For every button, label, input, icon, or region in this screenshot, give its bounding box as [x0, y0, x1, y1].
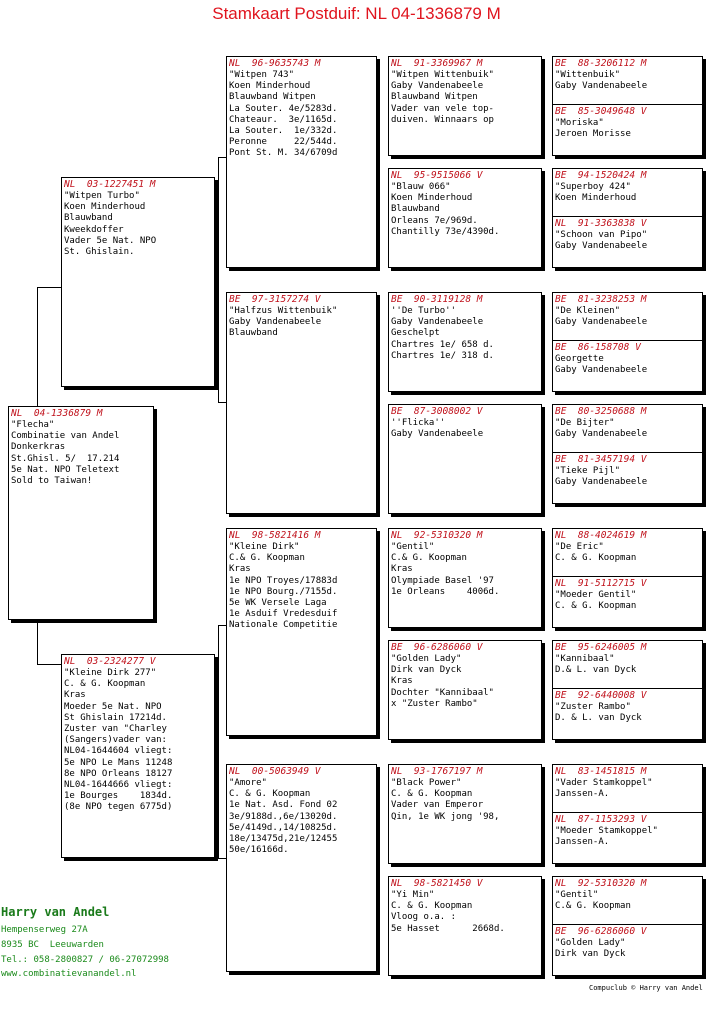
connector — [218, 858, 226, 859]
card-line: St. Ghislain. — [64, 247, 135, 258]
card-line: 1e Bourges 1834d. — [64, 791, 173, 802]
card-line: 5e Hasset 2668d. — [391, 923, 505, 934]
card-line: C.& G. Koopman — [229, 553, 305, 564]
ring-number: NL 03-1227451 M — [64, 179, 156, 190]
ring-number: BE 96-6286060 V — [555, 926, 647, 937]
card-line: "Flecha" — [11, 420, 55, 430]
connector — [37, 287, 38, 410]
connector — [218, 625, 226, 626]
card-line: Dirk van Dyck — [555, 949, 626, 960]
ring-number: BE 97-3157274 V — [229, 294, 321, 305]
ring-number: BE 96-6286060 V — [391, 642, 483, 653]
card-line: "De Bijter" — [555, 418, 615, 428]
card-line: 3e/9188d.,6e/13020d. — [229, 811, 338, 822]
card-line: "Black Power" — [391, 778, 462, 788]
great-grandparent-card[interactable] — [388, 876, 542, 976]
card-line: D.& L. van Dyck — [555, 665, 637, 676]
ring-number: NL 03-2324277 V — [64, 656, 156, 667]
card-line: St.Ghisl. 5/ 17.214 — [11, 453, 120, 464]
card-line: Pont St. M. 34/6709d — [229, 148, 338, 159]
card-line: "Vader Stamkoppel" — [555, 778, 653, 788]
card-line: 5e NPO Le Mans 11248 — [64, 757, 173, 768]
pair-divider — [553, 812, 702, 813]
card-line: Gaby Vandenabeele — [555, 317, 648, 328]
card-line: "Moeder Stamkoppel" — [555, 826, 658, 836]
card-line: Koen Minderhoud — [229, 81, 311, 92]
card-line: 1e NPO Bourg./7155d. — [229, 586, 338, 597]
card-line: Koen Minderhoud — [391, 193, 473, 204]
card-line: "Zuster Rambo" — [555, 702, 631, 712]
card-line: La Souter. 4e/5283d. — [229, 103, 338, 114]
card-line: Vader van Emperor — [391, 800, 484, 811]
card-line: Kras — [64, 690, 86, 701]
great-grandparent-card[interactable] — [388, 764, 542, 864]
card-line: NL04-1644666 vliegt: — [64, 780, 173, 791]
connector — [218, 157, 219, 402]
breeder-name: Harry van Andel — [1, 905, 110, 919]
card-line: "Superboy 424" — [555, 182, 631, 192]
card-line: "Tieke Pijl" — [555, 466, 621, 476]
card-line: (8e NPO tegen 6775d) — [64, 802, 173, 813]
card-line: "Moriska" — [555, 118, 604, 128]
g4-pair-card[interactable] — [552, 640, 703, 740]
card-line: Kweekdoffer — [64, 224, 124, 235]
breeder-website-link[interactable]: www.combinatievanandel.nl — [1, 969, 137, 979]
page-title: Stamkaart Postduif: NL 04-1336879 M — [212, 4, 501, 23]
g4-pair-card[interactable] — [552, 168, 703, 268]
card-line: "Halfzus Wittenbuik" — [229, 306, 338, 316]
card-line: Dirk van Dyck — [391, 665, 462, 676]
card-line: Georgette — [555, 354, 604, 364]
card-line: "Gentil" — [391, 542, 435, 552]
great-grandparent-card[interactable] — [388, 528, 542, 628]
ring-number: NL 96-9635743 M — [229, 58, 321, 69]
ring-number: NL 95-9515066 V — [391, 170, 483, 181]
ring-number: NL 88-4024619 M — [555, 530, 647, 541]
ring-number: BE 94-1520424 M — [555, 170, 647, 181]
card-line: Geschelpt — [391, 328, 440, 339]
card-line: 5e/4149d.,14/10825d. — [229, 822, 338, 833]
card-line: C. & G. Koopman — [555, 553, 637, 564]
card-line: C. & G. Koopman — [391, 901, 473, 912]
card-line: Kras — [391, 676, 413, 687]
ring-number: BE 81-3457194 V — [555, 454, 647, 465]
card-line: Zuster van "Charley — [64, 724, 167, 735]
card-line: 50e/16166d. — [229, 845, 289, 856]
card-line: 18e/13475d,21e/12455 — [229, 834, 338, 845]
ring-number: NL 83-1451815 M — [555, 766, 647, 777]
card-line: C.& G. Koopman — [555, 901, 631, 912]
card-line: Blauwband — [64, 213, 113, 224]
card-line: C. & G. Koopman — [64, 679, 146, 690]
card-line: "Kleine Dirk 277" — [64, 668, 157, 678]
card-line: ''De Turbo'' — [391, 306, 457, 316]
card-line: La Souter. 1e/332d. — [229, 126, 338, 137]
card-line: 1e Nat. Asd. Fond 02 — [229, 800, 338, 811]
card-line: NL04-1644604 vliegt: — [64, 746, 173, 757]
card-line: "Kleine Dirk" — [229, 542, 300, 552]
card-line: "Yi Min" — [391, 890, 435, 900]
card-line: Blauwband Witpen — [391, 92, 478, 103]
card-line: Gaby Vandenabeele — [555, 365, 648, 376]
card-line: Qin, 1e WK jong '98, — [391, 811, 500, 822]
card-line: Moeder 5e Nat. NPO — [64, 701, 162, 712]
card-line: Koen Minderhoud — [555, 193, 637, 204]
card-line: Vader van vele top- — [391, 103, 494, 114]
ring-number: NL 91-5112715 V — [555, 578, 647, 589]
breeder-city: 8935 BC Leeuwarden — [1, 940, 104, 950]
card-line: C. & G. Koopman — [555, 601, 637, 612]
mother-card[interactable] — [61, 654, 215, 858]
card-line: Chantilly 73e/4390d. — [391, 226, 500, 237]
great-grandparent-card[interactable] — [388, 404, 542, 514]
card-line: Gaby Vandenabeele — [229, 317, 322, 328]
g4-pair-card[interactable] — [552, 292, 703, 392]
ring-number: NL 87-1153293 V — [555, 814, 647, 825]
ring-number: BE 80-3250688 M — [555, 406, 647, 417]
card-line: Blauwband Witpen — [229, 92, 316, 103]
card-line: "Blauw 066" — [391, 182, 451, 192]
card-line: Kras — [391, 564, 413, 575]
great-grandparent-card[interactable] — [388, 292, 542, 392]
card-line: Sold to Taiwan! — [11, 476, 93, 487]
card-line: "Witpen Turbo" — [64, 191, 140, 201]
card-line: "Witpen 743" — [229, 70, 295, 80]
card-line: Chateaur. 3e/1165d. — [229, 114, 338, 125]
card-line: Koen Minderhoud — [64, 202, 146, 213]
ring-number: NL 00-5063949 V — [229, 766, 321, 777]
ring-number: BE 86-158708 V — [555, 342, 641, 353]
ring-number: BE 87-3008002 V — [391, 406, 483, 417]
card-line: "Schoon van Pipo" — [555, 230, 648, 240]
card-line: Donkerkras — [11, 442, 66, 453]
card-line: Gaby Vandenabeele — [555, 241, 648, 252]
subject-card[interactable] — [8, 406, 154, 620]
g4-pair-card[interactable] — [552, 404, 703, 504]
card-line: "Kannibaal" — [555, 654, 615, 664]
card-line: Gaby Vandenabeele — [555, 477, 648, 488]
card-line: Gaby Vandenabeele — [391, 429, 484, 440]
ring-number: NL 98-5821450 V — [391, 878, 483, 889]
card-line: "Golden Lady" — [391, 654, 462, 664]
ring-number: BE 88-3206112 M — [555, 58, 647, 69]
card-line: "Gentil" — [555, 890, 599, 900]
grandparent-card[interactable] — [226, 528, 377, 736]
card-line: Chartres 1e/ 318 d. — [391, 350, 494, 361]
card-line: Blauwband — [229, 328, 278, 339]
card-line: Combinatie van Andel — [11, 431, 120, 442]
card-line: "Golden Lady" — [555, 938, 626, 948]
grandparent-card[interactable] — [226, 292, 377, 514]
card-line: Gaby Vandenabeele — [555, 429, 648, 440]
ring-number: NL 04-1336879 M — [11, 408, 103, 419]
card-line: Gaby Vandenabeele — [391, 317, 484, 328]
card-line: 8e NPO Orleans 18127 — [64, 768, 173, 779]
grandparent-card[interactable] — [226, 56, 377, 268]
card-line: Peronne 22/544d. — [229, 137, 338, 148]
card-line: Vader 5e Nat. NPO — [64, 235, 157, 246]
ring-number: BE 92-6440008 V — [555, 690, 647, 701]
card-line: ''Flicka'' — [391, 418, 446, 428]
g4-pair-card[interactable] — [552, 56, 703, 156]
card-line: x "Zuster Rambo" — [391, 698, 478, 709]
connector — [218, 157, 226, 158]
ring-number: BE 81-3238253 M — [555, 294, 647, 305]
card-line: D. & L. van Dyck — [555, 713, 642, 724]
ring-number: NL 92-5310320 M — [555, 878, 647, 889]
g4-pair-card[interactable] — [552, 528, 703, 628]
card-line: Janssen-A. — [555, 837, 610, 848]
card-line: Janssen-A. — [555, 789, 610, 800]
ring-number: BE 85-3049648 V — [555, 106, 647, 117]
card-line: Gaby Vandenabeele — [391, 81, 484, 92]
card-line: 5e Nat. NPO Teletext — [11, 464, 120, 475]
pair-divider — [553, 340, 702, 341]
pair-divider — [553, 576, 702, 577]
great-grandparent-card[interactable] — [388, 640, 542, 740]
ring-number: NL 92-5310320 M — [391, 530, 483, 541]
ring-number: NL 91-3369967 M — [391, 58, 483, 69]
g4-pair-card[interactable] — [552, 764, 703, 864]
card-line: 1e Orleans 4006d. — [391, 586, 500, 597]
connector — [218, 402, 226, 403]
g4-pair-card[interactable] — [552, 876, 703, 976]
great-grandparent-card[interactable] — [388, 168, 542, 268]
credit-text: Compuclub © Harry van Andel — [589, 984, 703, 992]
pair-divider — [553, 216, 702, 217]
pair-divider — [553, 924, 702, 925]
grandparent-card[interactable] — [226, 764, 377, 972]
card-line: Vloog o.a. : — [391, 912, 457, 923]
card-line: St Ghislain 17214d. — [64, 712, 167, 723]
ring-number: NL 98-5821416 M — [229, 530, 321, 541]
ring-number: NL 91-3363838 V — [555, 218, 647, 229]
card-line: Olympiade Basel '97 — [391, 575, 494, 586]
card-line: Chartres 1e/ 658 d. — [391, 339, 494, 350]
breeder-phone: Tel.: 058-2800827 / 06-27072998 — [1, 955, 169, 965]
pair-divider — [553, 688, 702, 689]
card-line: "Amore" — [229, 778, 267, 788]
ring-number: BE 95-6246005 M — [555, 642, 647, 653]
card-line: Jeroen Morisse — [555, 129, 631, 140]
card-line: C.& G. Koopman — [391, 553, 467, 564]
connector — [218, 625, 219, 858]
card-line: 5e WK Versele Laga — [229, 598, 327, 609]
card-line: duiven. Winnaars op — [391, 114, 494, 125]
card-line: Nationale Competitie — [229, 620, 338, 631]
card-line: "Moeder Gentil" — [555, 590, 637, 600]
connector — [37, 287, 63, 288]
breeder-address: Hempenserweg 27A — [1, 925, 88, 935]
pair-divider — [553, 452, 702, 453]
card-line: Dochter "Kannibaal" — [391, 687, 494, 698]
card-line: Gaby Vandenabeele — [555, 81, 648, 92]
card-line: "Witpen Wittenbuik" — [391, 70, 494, 80]
great-grandparent-card[interactable] — [388, 56, 542, 156]
connector — [37, 622, 38, 664]
card-line: Kras — [229, 564, 251, 575]
card-line: "Wittenbuik" — [555, 70, 621, 80]
connector — [37, 664, 61, 665]
card-line: (Sangers)vader van: — [64, 735, 167, 746]
ring-number: NL 93-1767197 M — [391, 766, 483, 777]
card-line: "De Eric" — [555, 542, 604, 552]
card-line: Orleans 7e/969d. — [391, 215, 478, 226]
card-line: 1e NPO Troyes/17883d — [229, 575, 338, 586]
ring-number: BE 90-3119128 M — [391, 294, 483, 305]
card-line: Blauwband — [391, 204, 440, 215]
father-card[interactable] — [61, 177, 215, 387]
pair-divider — [553, 104, 702, 105]
card-line: C. & G. Koopman — [391, 789, 473, 800]
card-line: "De Kleinen" — [555, 306, 621, 316]
card-line: C. & G. Koopman — [229, 789, 311, 800]
card-line: 1e Asduif Vredesduif — [229, 609, 338, 620]
